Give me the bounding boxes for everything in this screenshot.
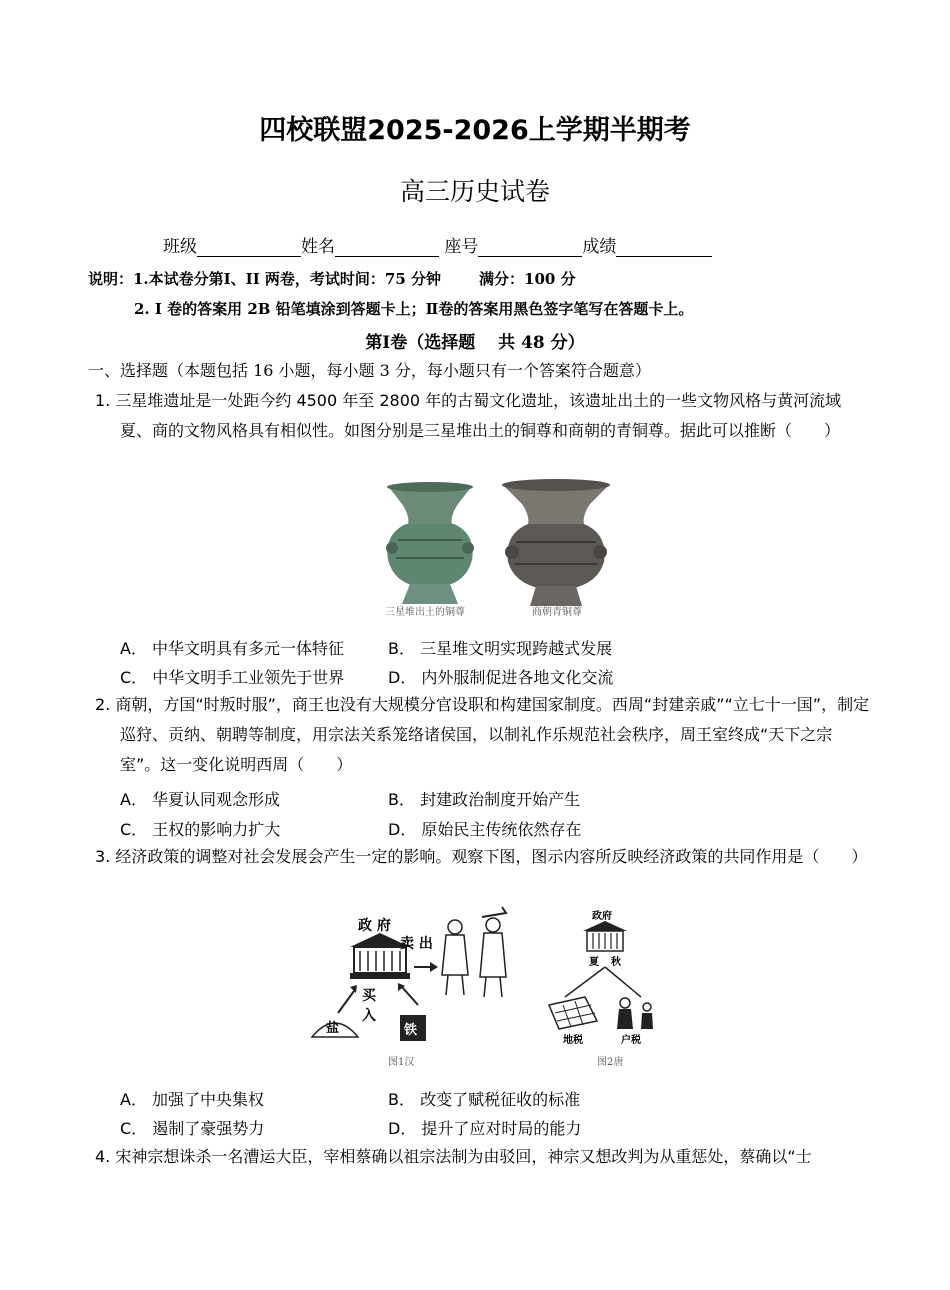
figure-han-salt-iron	[310, 905, 540, 1068]
bronze-zun-figure	[370, 478, 615, 618]
name-blank[interactable]	[335, 238, 439, 257]
class-blank[interactable]	[197, 238, 301, 257]
section-heading: 一、选择题（本题包括 16 小题，每小题 3 分，每小题只有一个答案符合题意）	[88, 361, 651, 380]
name-label: 姓名	[301, 237, 335, 257]
tang-autumn-label: 秋	[611, 957, 621, 968]
han-iron-label: 铁	[404, 1023, 418, 1038]
question-3-text: 3. 经济政策的调整对社会发展会产生一定的影响。观察下图，图示内容所反映经济政策的共同作用是（ ）	[95, 847, 868, 866]
q1-caption-right: 商朝青铜尊	[532, 607, 582, 618]
q3-option-b[interactable]: B． 改变了赋税征收的标准	[388, 1090, 581, 1109]
farmland-icon	[549, 997, 597, 1029]
note-line-1	[88, 268, 576, 289]
arrows-up-icon	[338, 983, 418, 1013]
household-people-icon	[617, 998, 653, 1029]
question-1	[95, 386, 870, 446]
government-building-icon	[583, 921, 627, 951]
shang-bronze-zun-icon	[502, 479, 610, 606]
question-4-text: 4. 宋神宗想诛杀一名漕运大臣，宰相蔡确以祖宗法制为由驳回，神宗又想改判为从重惩处，蔡确以“士	[95, 1147, 812, 1166]
note-score: 满分：100 分	[479, 270, 576, 288]
figure-tang-two-tax	[545, 905, 665, 1068]
question-3	[95, 842, 870, 872]
student-info-line	[163, 232, 712, 257]
question-1-text: 1. 三星堆遗址是一处距今约 4500 年至 2800 年的古蜀文化遗址，该遗址出土的一些文物风格与黄河流域夏、商的文物风格具有相似性。如图分别是三星堆出土的铜尊和商朝的青铜尊。据此可以推断（ ）	[95, 391, 842, 440]
han-gov-label: 政 府	[358, 918, 391, 934]
tang-household-tax-label: 户税	[621, 1035, 641, 1046]
merchants-figures-icon	[442, 907, 506, 997]
q1-option-c[interactable]: C． 中华文明手工业领先于世界	[120, 668, 345, 687]
question-2-text: 2. 商朝，方国“时叛时服”，商王也没有大规模分官设职和构建国家制度。西周“封建亲戚”“立七十一国”，制定巡狩、贡纳、朝聘等制度，用宗法关系笼络诸侯国，以制礼作乐规范社会秩序，周王室终成“天下之宗室”。这一变化说明西周（ ）	[95, 695, 870, 774]
han-caption: 图1汉	[388, 1057, 415, 1068]
seat-blank[interactable]	[478, 238, 582, 257]
tang-land-tax-label: 地税	[563, 1035, 583, 1046]
q1-option-a[interactable]: A． 中华文明具有多元一体特征	[120, 639, 345, 658]
seat-label: 座号	[444, 237, 479, 257]
arrow-right-icon	[414, 962, 438, 972]
han-buy-label-2: 入	[362, 1008, 376, 1024]
q1-option-d[interactable]: D． 内外服制促进各地文化交流	[388, 668, 614, 687]
q2-option-c[interactable]: C． 王权的影响力扩大	[120, 820, 281, 839]
han-illustration	[310, 905, 540, 1065]
note-line-2: 2. Ⅰ 卷的答案用 2B 铅笔填涂到答题卡上；Ⅱ卷的答案用黑色签字笔写在答题卡上。	[134, 300, 694, 318]
part1-heading: 第Ⅰ卷（选择题 共 48 分）	[365, 333, 585, 353]
question-4	[95, 1142, 870, 1172]
exam-title: 四校联盟2025-2026上学期半期考	[259, 115, 691, 146]
q2-option-a[interactable]: A． 华夏认同观念形成	[120, 790, 281, 809]
q1-caption-left: 三星堆出土的铜尊	[385, 607, 465, 618]
score-label: 成绩	[582, 237, 617, 257]
q3-option-c[interactable]: C． 遏制了豪强势力	[120, 1119, 265, 1138]
class-label: 班级	[163, 237, 197, 257]
tang-gov-label: 政府	[592, 911, 612, 922]
tang-caption: 图2唐	[597, 1057, 624, 1068]
han-salt-label: 盐	[326, 1021, 340, 1036]
note-time: 说明：1.本试卷分第Ⅰ、II 两卷，考试时间：75 分钟	[88, 270, 442, 288]
q3-option-a[interactable]: A． 加强了中央集权	[120, 1090, 265, 1109]
q3-option-d[interactable]: D． 提升了应对时局的能力	[388, 1119, 582, 1138]
q2-option-d[interactable]: D． 原始民主传统依然存在	[388, 820, 582, 839]
han-sell-label: 卖 出	[400, 936, 433, 952]
tax-branch-lines	[565, 967, 641, 997]
tang-summer-label: 夏	[589, 957, 599, 968]
score-blank[interactable]	[616, 238, 712, 257]
q1-option-b[interactable]: B． 三星堆文明实现跨越式发展	[388, 639, 613, 658]
sanxingdui-bronze-zun-icon	[386, 482, 474, 604]
question-2	[95, 690, 870, 780]
exam-subtitle: 高三历史试卷	[399, 177, 550, 206]
han-buy-label-1: 买	[362, 988, 376, 1004]
q2-option-b[interactable]: B． 封建政治制度开始产生	[388, 790, 581, 809]
